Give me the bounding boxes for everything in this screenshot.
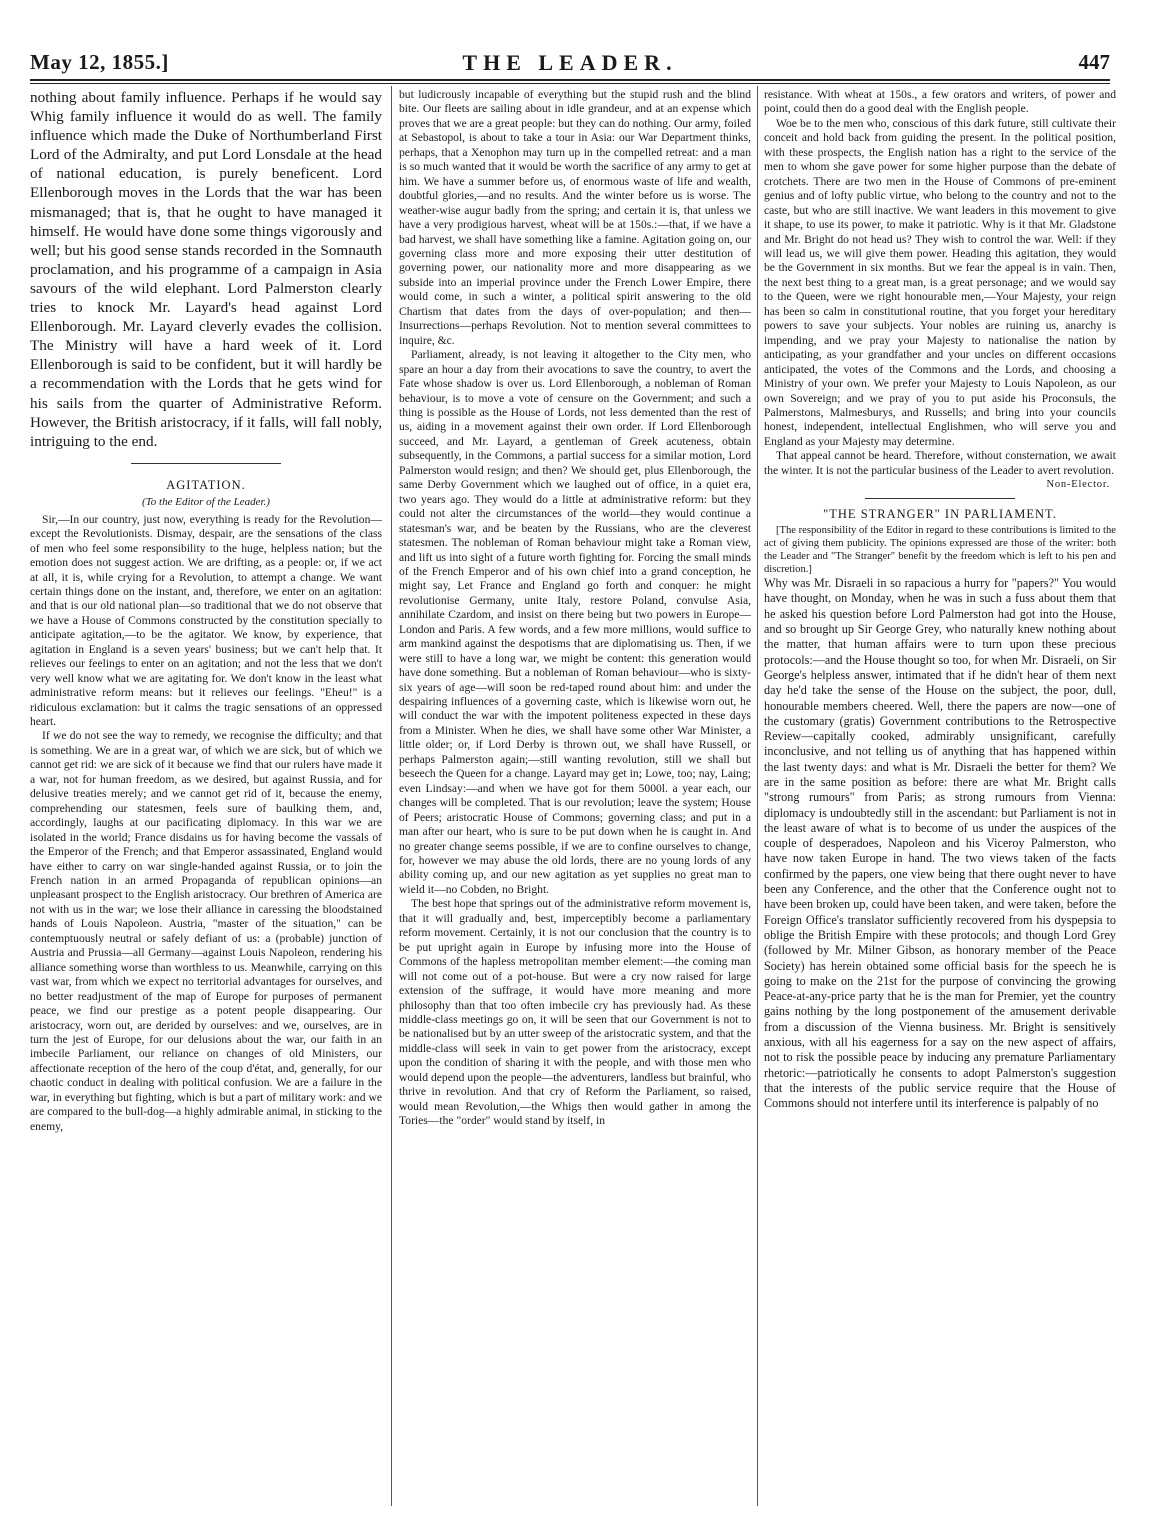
article-heading-stranger: "THE STRANGER" IN PARLIAMENT. [823,506,1057,521]
article-subheading: (To the Editor of the Leader.) [142,496,270,509]
masthead [30,50,1110,80]
column-divider [757,86,758,1506]
article-heading-agitation: AGITATION. [166,477,246,492]
column-3 [764,88,1116,1112]
column-divider [391,86,392,1506]
article-paragraph: If we do not see the way to remedy, we recognise the difficulty; and that is something. We are in a great war, of which we are sick, but of which we cannot get rid: we are sick of it because we find that our rulers have made it a war, not for human freedom, as we desired, but against Russia, and for delusive treaties merely; and we cannot get rid of it, because the enemy, comprehending our statesmen, feels sure of baulking them, and, accordingly, laughs at our pacificating diplomacy. In this war we are isolated in the world; France disdains us for having become the vassals of the Emperor of the French; and that Emperor assassinated, England would have either to carry on war single-handed against Russia, or to join the French nation in an armed Propaganda of republican opinions—an unpleasant prospect to the English aristocracy. Our brethren of America are not with us in the war; we lose their alliance in caressing the bloodstained hands of Louis Napoleon. Austria, "master of the situation," can be contemptuously neutral or safely defiant of us: a (probable) junction of Austria and Prussia—all Germany—against Louis Napoleon, rendering his alliance something worse than worthless to us. Meanwhile, carrying on this vast war, from which we expect no territorial advantages for ourselves, and no better readjustment of the map of Europe for purposes of permanent peace, we find our prestige as a potent people disappearing. Our aristocracy, worn out, are derided by ourselves: and we, ourselves, are in turn the jest of Europe, for our delusions about the war, our faith in an imbecile Parliament, our reliance on changes of old Ministers, our affectionate reception of the hero of the coup d'état, and, generally, for our chaotic conduct in dealing with political confusion. We are a failure in the war, in everything but fighting, which is but a part of military work: and we are compared to the bull-dog—a highly admirable animal, in sticking to the enemy, [30,729,382,1133]
article-paragraph: resistance. With wheat at 150s., a few orators and writers, of power and point, could then do a good deal with the English people. [764,88,1116,116]
article-paragraph: That appeal cannot be heard. Therefore, without consternation, we await the winter. It is not the particular business of the Leader to avert revolution. [764,449,1116,477]
column-1 [30,88,382,1134]
article-paragraph: Sir,—In our country, just now, everything is ready for the Revolution—except the Revolutionists. Dismay, despair, are the sensations of the class of men who feel some responsibility to the huge, helpless nation; but the emotion does not suggest action. We are drifting, as a people: or, if we act at all, it is, while crying for a Revolution, to attempt a change. We want certain things done on the instant, and, therefore, we enter on an agitation: and that is our old national plan—so traditional that we do not observe that we have a House of Commons constructed by the constitution specially to anticipate agitation,—to be the agitator. We know, by experience, that agitation in England is a seven years' business; but we can't help that. It relieves our feelings to enter on an agitation; and not the less that we don't very well know what we are agitating for. We don't know in the least what administrative reform means: but it relieves our feelings. "Eheu!" is a ridiculous exclamation: but it calms the tragic sensations of an oppressed heart. [30,512,382,729]
article-paragraph: The best hope that springs out of the administrative reform movement is, that it will gradually and, best, imperceptibly become a parliamentary reform movement. Certainly, it is not our conclusion that the country is to be put upright again in Europe by infusing more into the House of Commons of the hapless metropolitan member element:—the coming man will not come out of a pot-house. But were a cry now raised for large extension of the suffrage, it would have more meaning and more philosophy than that too often imbecile cry has previously had. As these middle-class meetings go on, it will be seen that our Government is not to be nationalised but by an utter sweep of the aristocratic system, and that the middle-class will seek in vain to get power from the aristocracy, except upon the condition of sharing it with the people, and with those men who would depend upon the people—the adventurers, landless but brainful, who thrive in revolution. And that cry of Reform the Parliament, so raised, would mean Revolution,—the Whigs then would gather in among the Tories—the "order" would stand by itself, in [399,897,751,1128]
masthead-rule [30,79,1110,84]
editor-note: [The responsibility of the Editor in regard to these contributions is limited to the act of giving them publicity. The opinions expressed are those of the writer: both the Leader and "The Stranger" benefit by the freedom which is left to his pen and discretion.] [764,525,1116,576]
article-paragraph: Woe be to the men who, conscious of this dark future, still cultivate their conceit and hold back from guiding the present. In the political position, with these prospects, the English nation has a right to the service of the men to whom she gave power for some higher purpose than the debate of crotchets. There are two men in the House of Commons of pre-eminent genius and of lofty public virtue, who belong to the country and not to the caste, but who are still inactive. We want leaders in this movement to give it shape, to use its power, to make it patriotic. Why is it that Mr. Gladstone and Mr. Bright do not head us? They wish to control the war. Well: if they will lead us, we will give them power. Heading this agitation, they would be the Government in six months. But we fear the appeal is in vain. Then, the next best thing to a great man, is a great personage; and we would say to the Queen, were we right honourable men,—Your Majesty, your reign has been so calm in constitutional routine, that you forget your hereditary powers to save your subjects. Your nobles are ruining us, anarchy is impending, and we pray your Majesty to nationalise the nation by anticipating, as your grandfather and your uncles on different occasions anticipated, the votes of the Commons and the Lords, and choosing a Ministry of your own. We prefer your Majesty to Louis Napoleon, as our own Sovereign; and we pray of you to put aside his Proconsuls, the Palmerstons, Malmesburys, and Russells; and bring into your councils honest, independent, intellectual Englishmen, who will serve you and England as your Majesty may determine. [764,116,1116,448]
lead-paragraph: nothing about family influence. Perhaps if he would say Whig family influence it would do as well. The family influence which made the Duke of Northumberland First Lord of the Admiralty, and put Lord Lonsdale at the head of national education, is purely beneficent. Lord Ellenborough moves in the Lords that the war has been mismanaged; that is, that he ought to have managed it himself. He would have done some things vigorously and well; but his good sense stands recorded in the Somnauth proclamation, and his programme of a campaign in Asia savours of the wild elephant. Lord Palmerston clearly tries to knock Mr. Layard's head against Lord Ellenborough. Mr. Layard cleverly evades the collision. The Ministry will have a hard week of it. Lord Ellenborough is said to be confident, but it will hardly be a recommendation with the Lords that he gets wind for his sails from the quarter of Administrative Reform. However, the British aristocracy, if it falls, will fall nobly, intriguing to the end. [30,89,382,450]
newspaper-title: THE LEADER. [462,50,678,75]
section-divider [131,463,281,464]
page-number: 447 [1078,50,1110,74]
article-paragraph: but ludicrously incapable of everything but the stupid rush and the blind bite. Our fleets are sailing about in idle grandeur, and at an expense which proves that we are a great people: but they can do nothing. Our army, foiled at Sebastopol, is about to take a tour in Asia: our War Department thinks, perhaps, that a Xenophon may turn up in the compelled retreat: and a man is so much wanted that it would be worth the sacrifice of any army to get at him. We have a summer before us, of enormous waste of life and wealth, doubtful glories,—and no results. And the winter before us is worse. The weather-wise augur badly from the spring; and certain it is, that unless we have a very prodigious harvest, wheat will be at 150s.:—that, if we have a bad harvest, we shall have something like a famine. Agitation going on, our governing class more and more exposing their utter destitution of governing power, our nationality more and more disappearing as we subside into an imperial province under the French Lower Empire, there would come, in such a winter, a political spirit answering to the old Chartism that dates from the days of over-population; and then—Insurrections—perhaps Revolution. Not to mention several committees to inquire, &c. [399,88,751,347]
section-divider [865,498,1015,499]
letter-signature: Non-Elector. [1046,479,1110,491]
column-2 [399,88,751,1129]
article-paragraph: Why was Mr. Disraeli in so rapacious a hurry for "papers?" You would have thought, on Monday, when he was in such a fuss about them that he asked his question before Lord Palmerston had got into the House, and so brought up Sir George Grey, who naturally knew nothing about the matter, that human affairs were to turn upon these precious protocols:—and the House thought so too, for when Mr. Disraeli, on Sir George's helpless answer, intimated that if he didn't hear of them next day he'd take the sense of the House on the subject, the poor, dull, honourable members cheered. Well, there the papers are now—one of the customary (gratis) Government contributions to the Retrospective Review—capitally cooked, admirably unsignificant, carefully inconclusive, and not telling us of anything that has happened within the last twenty days: and what is Mr. Disraeli the better for them? We are in the same position as before: there are what Mr. Bright calls "strong rumours" from Paris; as strong rumours from Vienna: diplomacy is undoubtedly still in the ascendant: but Parliament is not in the least aware of what is to become of us under the auspices of the couple of desperadoes, Napoleon and his Viceroy Palmerston, who have now taken Europe in hand. The two views taken of the facts confirmed by the papers, one view being that there ought never to have been any Conference, and the other that the Conference ought not to have been broken up, could have been taken, and were taken, before the Foreign Office's translator sufficiently recovered from his dyspepsia to oblige the British Empire with these protocols; and though Lord Grey (followed by Mr. Milner Gibson, as honorary member of the Peace Society) has herein obtained some official basis for the speech he is going to make on the 21st for the purpose of convincing the growing Peace-at-any-price party that he is the man for Premier, yet the country gains nothing by the long postponement of the amusement derivable from a discussion of the Vienna business. Mr. Bright is sensitively anxious, with all his eagerness for a say on the new aspect of affairs, not to risk the possible peace by inducing any premature Parliamentary rhetoric:—patriotically he consents to adopt Palmerston's suggestion that the interests of the public service require that the House of Commons should not interfere until its interference is palpably of no [764,576,1116,1111]
issue-date: May 12, 1855.] [30,50,169,74]
article-paragraph: Parliament, already, is not leaving it altogether to the City men, who spare an hour a day from their avocations to save the country, to avert the Fate whose shadow is over us. Lord Ellenborough, a nobleman of Roman behaviour, is to move a vote of censure on the Government; and such a thing is possible as the House of Lords, not less demented than the rest of us, aiding in a movement against their own order. If Lord Ellenborough succeed, and Mr. Layard, a gentleman of Greek acuteness, obtain subsequently, in the Commons, a partial success for a similar motion, Lord Palmerston would resign; and then? We should get, plus Ellenborough, the same Derby Government which we laughed out of office, in a quiet era, two years ago. They would do a little at administrative reform: but they could not alter the circumstances of the world—they would continue a statesman's war, and be beaten by the Russians, who are the cleverest statesmen. The nobleman of Roman behaviour might take a Roman view, and lift us into sight of a future worth fighting for. Forcing the small minds of the French Emperor and of his own chief into a grand conception, he might say, Let France and England go forth and conquer: he might revolutionise Germany, unite Italy, restore Poland, convulse Asia, annihilate Czardom, and insist on there being but two powers in Europe—London and Paris. A few words, and a few more millions, would suffice to arm mankind against the despotisms that are diplomatising us. Then, if we were still to have a long war, we might be content: this generation would have done something. But a nobleman of Roman behaviour—who is sixty-six years of age—will soon be red-taped round about him: and under the despairing influences of a governing caste, which is likewise worn out, he will conduct the war with the impotent politeness expected in these days from a Minister. When he dies, we shall have some other War Minister, a little older; or, if Lord Derby is thrown out, we shall have Russell, or perhaps Palmerston again;—still wanting revolution, still we shall but beseech the Queen for a change. Layard may get in; Lowe, too; nay, Laing; even Lindsay:—and when we have got for them 5000l. a year each, our changes will be completed. That is our revolution; leave the system; House of Peers; aristocratic House of Commons; governing class; and put in a man after our heart, who is sure to be put down when he is caught in. And no greater change seems possible, if we are to confine ourselves to change, for, however we may abuse the old lords, there are no young lords of any ability coming up, and our new agitation as yet supplies no great man to wield it—no Cobden, no Bright. [399,348,751,896]
